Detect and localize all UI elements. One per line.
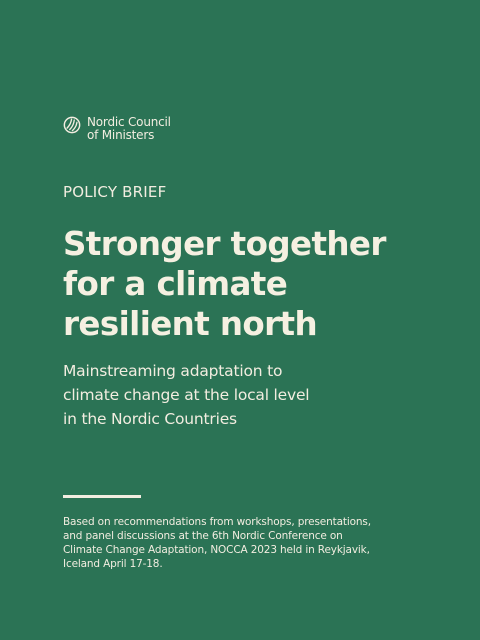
subtitle-line-1: Mainstreaming adaptation to: [63, 362, 283, 380]
document-title: [63, 224, 433, 344]
source-note-line-4: Iceland April 17-18.: [63, 558, 163, 570]
document-subtitle: [63, 359, 423, 431]
source-note-line-1: Based on recommendations from workshops, presentations,: [63, 516, 371, 528]
title-line-2: for a climate: [63, 265, 288, 303]
source-note-line-3: Climate Change Adaptation, NOCCA 2023 held in Reykjavik,: [63, 544, 370, 556]
brand-logo: [63, 116, 171, 142]
brand-name-line-2: of Ministers: [87, 128, 155, 142]
document-type-label: POLICY BRIEF: [63, 183, 167, 201]
nordic-swan-icon: [63, 116, 81, 134]
source-note-line-2: and panel discussions at the 6th Nordic Conference on: [63, 530, 343, 542]
brand-name-line-1: Nordic Council: [87, 115, 171, 129]
brand-name: [87, 116, 171, 142]
subtitle-line-3: in the Nordic Countries: [63, 410, 237, 428]
source-note: [63, 515, 423, 571]
title-line-3: resilient north: [63, 305, 318, 343]
title-line-1: Stronger together: [63, 225, 386, 263]
divider-rule: [63, 495, 141, 498]
subtitle-line-2: climate change at the local level: [63, 386, 310, 404]
